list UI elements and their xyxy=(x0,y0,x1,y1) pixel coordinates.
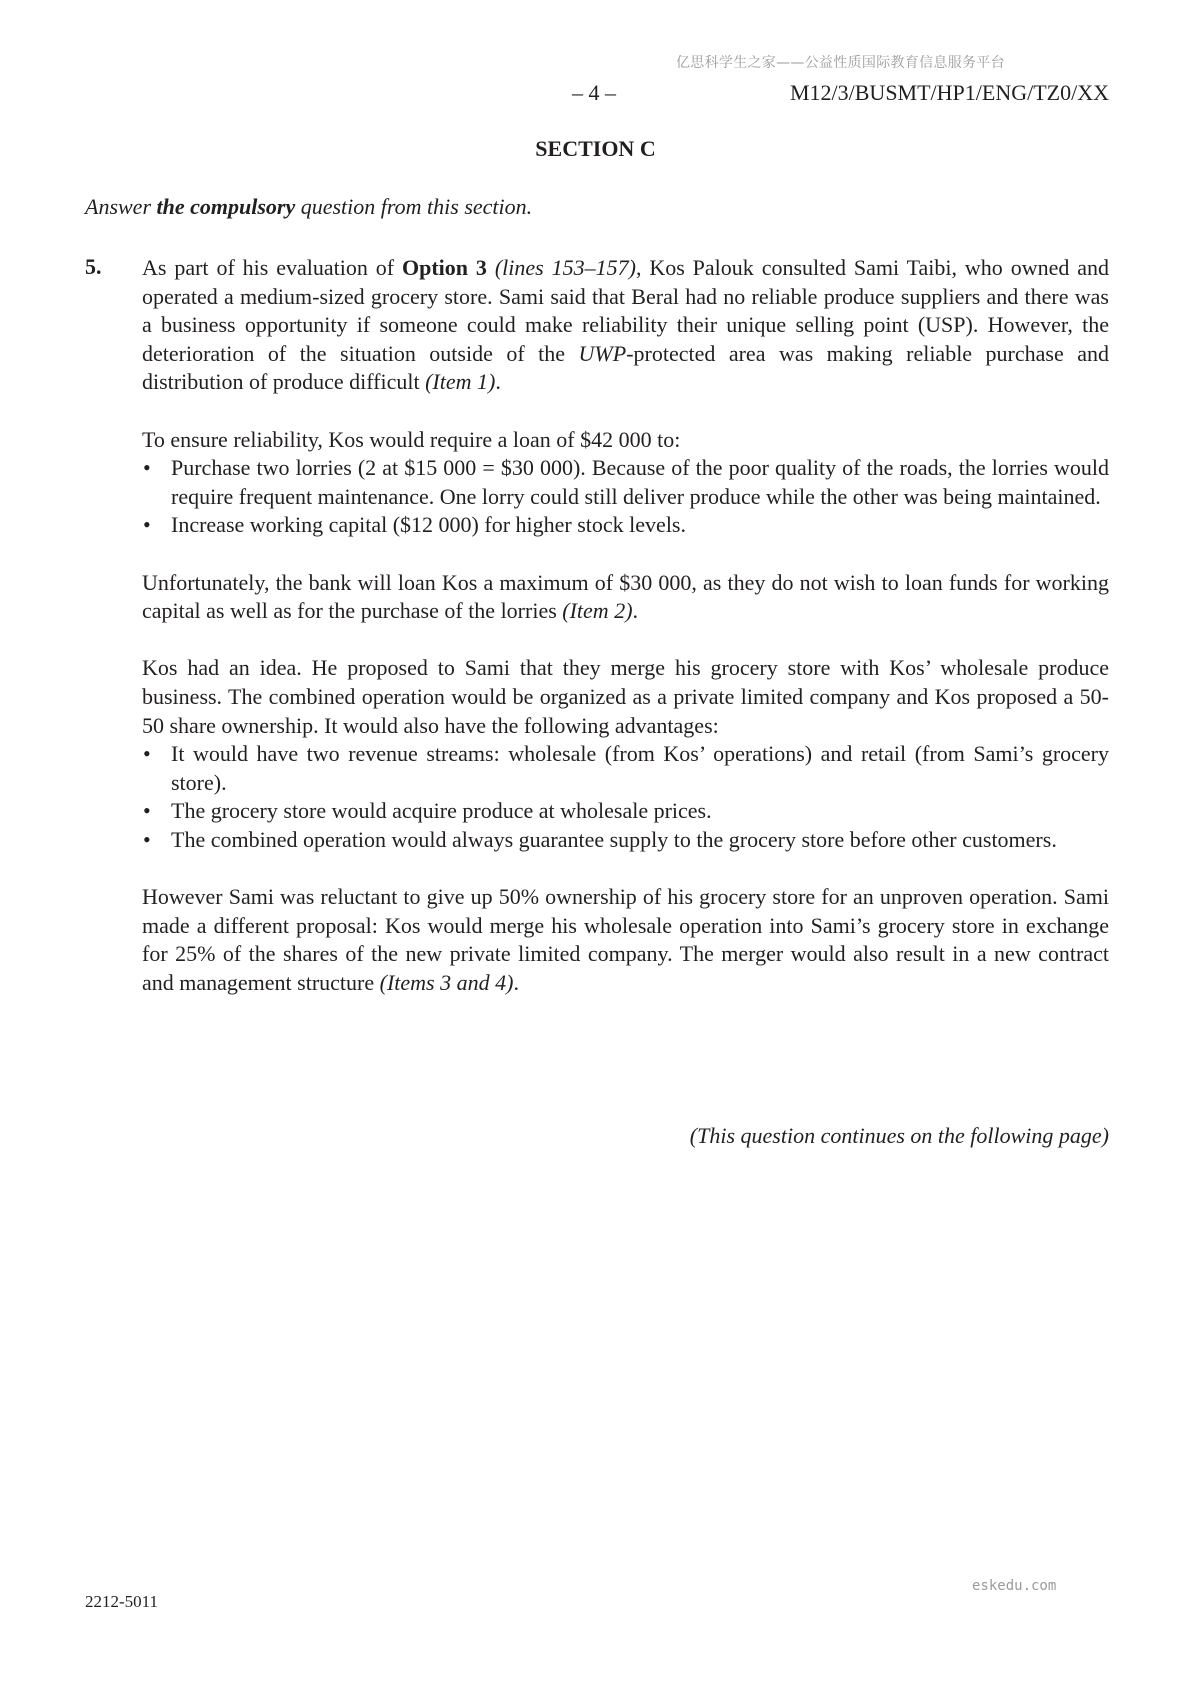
option-reference: Option 3 xyxy=(402,255,487,280)
p5-text: However Sami was reluctant to give up 50% ownership of his grocery store for an unproven operation. Sami made a different proposal: Kos would merge his wholesale operation into Sami’s grocery store in exchange for 25% of the shares of the new private limited company. The merger would also result in a new contract and management structure xyxy=(142,884,1109,995)
list-item xyxy=(142,511,1109,540)
uwp-term: UWP xyxy=(578,340,627,366)
instruction-emphasis: the compulsory xyxy=(156,194,296,219)
p1-text-b: , Kos Palouk consulted Sami Taibi, who owned and operated a medium-sized grocery store. Sami said that Beral had no reliable produce suppliers and there was a business opportunity if someone could make reliability their unique selling point (USP). However, the deterioration of the situation outside of the xyxy=(142,255,1110,366)
document-code: 2212-5011 xyxy=(85,1592,159,1611)
p1-text-c: -protected area was making reliable purchase and distribution of produce difficult xyxy=(142,340,1109,395)
items-3-4-reference: (Items 3 and 4) xyxy=(379,969,514,995)
watermark-header: 亿思科学生之家——公益性质国际教育信息服务平台 xyxy=(676,55,1005,71)
advantages-list xyxy=(142,740,1109,854)
list-item-text: The combined operation would always guarantee supply to the grocery store before other customers. xyxy=(171,826,1057,852)
p1-end: . xyxy=(495,369,501,395)
p3-end: . xyxy=(632,598,639,624)
continues-note: (This question continues on the following page) xyxy=(689,1123,1109,1148)
list-item xyxy=(142,454,1109,511)
section-heading: SECTION C xyxy=(535,136,656,161)
paper-code: M12/3/BUSMT/HP1/ENG/TZ0/XX xyxy=(789,80,1109,105)
list-item xyxy=(142,826,1109,855)
p1-text-a: As part of his evaluation of xyxy=(142,255,402,280)
question-paragraph-5 xyxy=(142,883,1109,997)
list-item xyxy=(142,797,1109,826)
list-item-text: Purchase two lorries (2 at $15 000 = $30 000). Because of the poor quality of the roads, the lorries would require frequent maintenance. One lorry could still deliver produce while the other was being maintained. xyxy=(171,455,1109,509)
loan-purpose-list xyxy=(142,454,1109,540)
question-paragraph-4-intro: Kos had an idea. He proposed to Sami that they merge his grocery store with Kos’ wholesale produce business. The combined operation would be organized as a private limited company and Kos proposed a 50-50 share ownership. It would also have the following advantages: xyxy=(142,655,1109,738)
section-instruction xyxy=(85,194,532,220)
question-paragraph-2-intro: To ensure reliability, Kos would require a loan of $42 000 to: xyxy=(142,426,681,452)
question-paragraph-1 xyxy=(142,254,1109,397)
page-number: – 4 – xyxy=(572,80,616,105)
question-number: 5. xyxy=(85,254,102,279)
watermark-footer: eskedu.com xyxy=(972,1578,1057,1594)
bullet-icon: • xyxy=(143,512,151,538)
list-item xyxy=(142,740,1109,797)
item-1-reference: (Item 1) xyxy=(425,369,496,395)
p3-text: Unfortunately, the bank will loan Kos a maximum of $30 000, as they do not wish to loan funds for working capital as well as for the purchase of the lorries xyxy=(142,569,1109,624)
list-item-text: It would have two revenue streams: wholesale (from Kos’ operations) and retail (from Sami’s grocery store). xyxy=(171,741,1109,795)
question-body xyxy=(142,254,1109,1026)
bullet-icon: • xyxy=(143,826,151,852)
question-paragraph-3 xyxy=(142,569,1109,626)
list-item-text: The grocery store would acquire produce at wholesale prices. xyxy=(171,798,712,824)
bullet-icon: • xyxy=(143,741,151,767)
bullet-icon: • xyxy=(143,455,151,481)
p5-end: . xyxy=(513,969,519,995)
instruction-text-pre: Answer xyxy=(85,194,157,219)
bullet-icon: • xyxy=(143,798,151,824)
list-item-text: Increase working capital ($12 000) for higher stock levels. xyxy=(171,512,686,538)
instruction-text-post: question from this section. xyxy=(295,194,533,219)
item-2-reference: (Item 2) xyxy=(562,598,633,624)
lines-reference: (lines 153–157) xyxy=(494,255,636,280)
